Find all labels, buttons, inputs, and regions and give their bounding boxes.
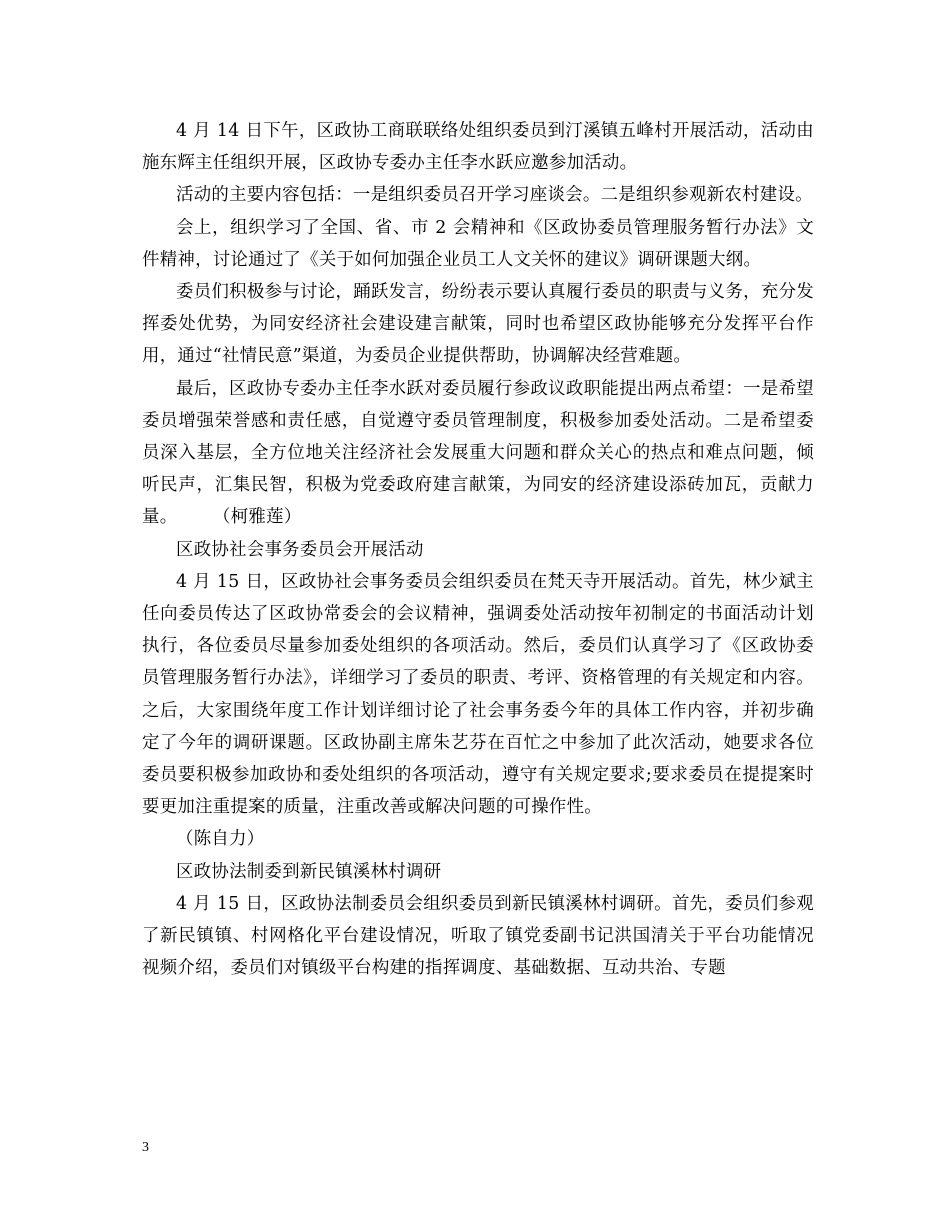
paragraph-member-discussion: 委员们积极参与讨论，踊跃发言，纷纷表示要认真履行委员的职责与义务，充分发挥委处优势，为同安经济社会建设建言献策，同时也希望区政协能够充分发挥平台作用，通过“社情民意”渠道，为委员企业提供帮助，协调解决经营难题。 bbox=[142, 282, 814, 367]
section-heading-social-affairs: 区政协社会事务委员会开展活动 bbox=[176, 539, 424, 560]
paragraph-author-signature: （陈自力） bbox=[176, 829, 265, 850]
paragraph-meeting-study: 会上，组织学习了全国、省、市 2 会精神和《区政协委员管理服务暂行办法》文件精神，讨论通过了《关于如何加强企业员工人文关怀的建议》调研课题大纲。 bbox=[142, 217, 814, 270]
paragraph-two-hopes: 最后，区政协专委办主任李水跃对委员履行参政议政职能提出两点希望：一是希望委员增强荣誉感和责任感，自觉遵守委员管理制度，积极参加委处活动。二是希望委员深入基层，全方位地关注经济社会发展重大问题和群众关心的热点和难点问题，倾听民声，汇集民智，积极为党委政府建言献策，为同安的经济建设添砖加瓦，贡献力量。 （柯雅莲） bbox=[142, 378, 814, 528]
section-heading-legal-committee: 区政协法制委到新民镇溪林村调研 bbox=[176, 861, 442, 882]
paragraph-social-affairs-activity: 4 月 15 日，区政协社会事务委员会组织委员在梵天寺开展活动。首先，林少斌主任向委员传达了区政协常委会的会议精神，强调委处活动按年初制定的书面活动计划执行，各位委员尽量参加委处组织的各项活动。然后，委员们认真学习了《区政协委员管理服务暂行办法》，详细学习了委员的职责、考评、资格管理的有关规定和内容。之后，大家围绕年度工作计划详细讨论了社会事务委今年的具体工作内容，并初步确定了今年的调研课题。区政协副主席朱艺芬在百忙之中参加了此次活动，她要求各位委员要积极参加政协和委处组织的各项活动，遵守有关规定要求;要求委员在提提案时要更加注重提案的质量，注重改善或解决问题的可操作性。 bbox=[142, 571, 814, 818]
document-body bbox=[142, 115, 814, 984]
paragraph-legal-committee-research: 4 月 15 日，区政协法制委员会组织委员到新民镇溪林村调研。首先，委员们参观了新民镇镇、村网格化平台建设情况，听取了镇党委副书记洪国清关于平台功能情况视频介绍，委员们对镇级平台构建的指挥调度、基础数据、互动共治、专题 bbox=[142, 893, 814, 979]
paragraph-activity-content: 活动的主要内容包括：一是组织委员召开学习座谈会。二是组织参观新农村建设。 bbox=[176, 185, 813, 206]
paragraph-wufeng-activity: 4 月 14 日下午，区政协工商联联络处组织委员到汀溪镇五峰村开展活动，活动由施东辉主任组织开展，区政协专委办主任李水跃应邀参加活动。 bbox=[142, 121, 814, 174]
page-number: 3 bbox=[142, 1140, 149, 1155]
